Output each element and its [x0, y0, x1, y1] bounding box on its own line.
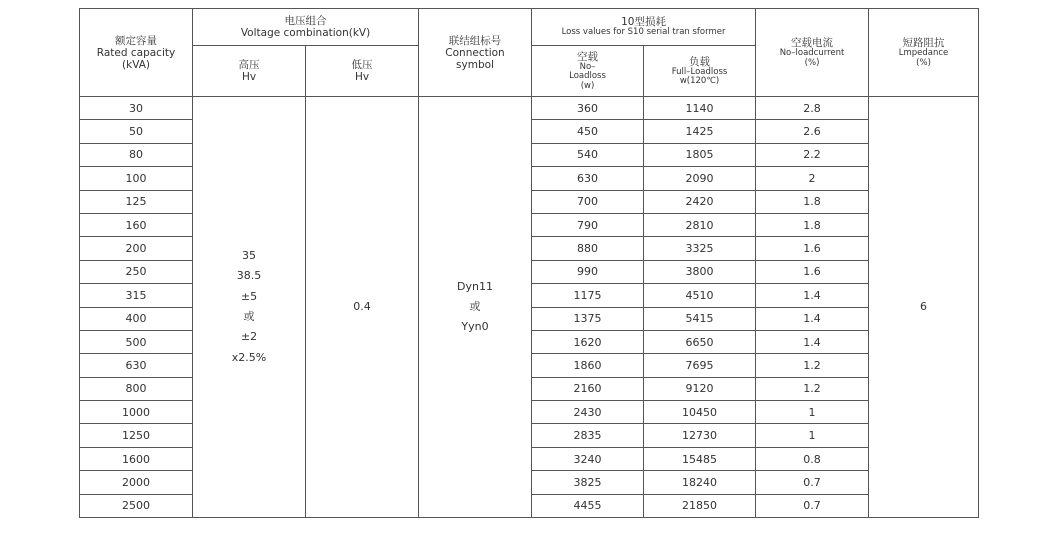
- full-load-loss-cell: 6650: [644, 330, 756, 353]
- noload-current-cell: 1: [756, 424, 869, 447]
- capacity-cell: 2500: [80, 494, 193, 517]
- capacity-cell: 80: [80, 143, 193, 166]
- full-load-loss-cell: 1140: [644, 97, 756, 120]
- header-voltage-combination: 电压组合 Voltage combination(kV): [193, 9, 419, 46]
- capacity-cell: 1250: [80, 424, 193, 447]
- noload-loss-cell: 2430: [532, 401, 644, 424]
- full-load-loss-cell: 3800: [644, 260, 756, 283]
- full-load-loss-cell: 9120: [644, 377, 756, 400]
- capacity-cell: 315: [80, 284, 193, 307]
- noload-current-cell: 1.4: [756, 307, 869, 330]
- lv-merged-cell: 0.4: [306, 97, 419, 518]
- hv-merged-cell: [193, 97, 306, 518]
- noload-loss-cell: 630: [532, 167, 644, 190]
- noload-current-cell: 1.4: [756, 330, 869, 353]
- noload-loss-cell: 540: [532, 143, 644, 166]
- noload-loss-cell: 450: [532, 120, 644, 143]
- noload-current-cell: 1.8: [756, 213, 869, 236]
- noload-loss-cell: 880: [532, 237, 644, 260]
- header-hv: 高压 Hv: [193, 46, 306, 97]
- noload-current-cell: 1.2: [756, 377, 869, 400]
- capacity-cell: 500: [80, 330, 193, 353]
- capacity-cell: 1600: [80, 447, 193, 470]
- hv-line: x2.5%: [231, 350, 267, 364]
- capacity-cell: 200: [80, 237, 193, 260]
- capacity-cell: 100: [80, 167, 193, 190]
- capacity-cell: 50: [80, 120, 193, 143]
- full-load-loss-cell: 12730: [644, 424, 756, 447]
- full-load-loss-cell: 21850: [644, 494, 756, 517]
- hv-line: 35: [242, 249, 256, 263]
- connection-merged-cell: [419, 97, 532, 518]
- header-noload-current: 空载电流 No–loadcurrent (%): [756, 9, 869, 97]
- header-lv: 低压 Hv: [306, 46, 419, 97]
- capacity-cell: 400: [80, 307, 193, 330]
- full-load-loss-cell: 15485: [644, 447, 756, 470]
- full-load-loss-cell: 10450: [644, 401, 756, 424]
- header-noload-loss: 空载 No– Loadloss (w): [532, 46, 644, 97]
- noload-current-cell: 1.4: [756, 284, 869, 307]
- capacity-cell: 2000: [80, 471, 193, 494]
- hv-line: ±2: [240, 330, 258, 344]
- noload-current-cell: 1.6: [756, 260, 869, 283]
- noload-current-cell: 0.7: [756, 471, 869, 494]
- header-loss-values: 10型损耗 Loss values for S10 serial tran sformer: [532, 9, 756, 46]
- header-rated-capacity: 额定容量 Rated capacity (kVA): [80, 9, 193, 97]
- noload-loss-cell: 1620: [532, 330, 644, 353]
- noload-current-cell: 1.8: [756, 190, 869, 213]
- noload-loss-cell: 3825: [532, 471, 644, 494]
- capacity-cell: 125: [80, 190, 193, 213]
- capacity-cell: 800: [80, 377, 193, 400]
- full-load-loss-cell: 7695: [644, 354, 756, 377]
- connection-line: 或: [469, 299, 481, 313]
- noload-loss-cell: 3240: [532, 447, 644, 470]
- noload-loss-cell: 1375: [532, 307, 644, 330]
- capacity-cell: 250: [80, 260, 193, 283]
- noload-current-cell: 0.8: [756, 447, 869, 470]
- header-connection-symbol: 联结组标号 Connection symbol: [419, 9, 532, 97]
- transformer-spec-table: [79, 8, 979, 518]
- connection-line: Yyn0: [461, 320, 489, 334]
- noload-loss-cell: 700: [532, 190, 644, 213]
- noload-loss-cell: 1860: [532, 354, 644, 377]
- noload-loss-cell: 2835: [532, 424, 644, 447]
- noload-current-cell: 2.8: [756, 97, 869, 120]
- full-load-loss-cell: 2810: [644, 213, 756, 236]
- hv-line: 或: [243, 310, 255, 324]
- capacity-cell: 160: [80, 213, 193, 236]
- table-body: [80, 97, 979, 518]
- hv-line: 38.5: [236, 269, 262, 283]
- impedance-merged-cell: 6: [869, 97, 979, 518]
- capacity-cell: 1000: [80, 401, 193, 424]
- full-load-loss-cell: 5415: [644, 307, 756, 330]
- noload-loss-cell: 4455: [532, 494, 644, 517]
- header-full-load-loss: 负载 Full–Loadloss w(120℃): [644, 46, 756, 97]
- full-load-loss-cell: 4510: [644, 284, 756, 307]
- noload-loss-cell: 790: [532, 213, 644, 236]
- noload-current-cell: 1: [756, 401, 869, 424]
- noload-current-cell: 0.7: [756, 494, 869, 517]
- full-load-loss-cell: 1805: [644, 143, 756, 166]
- noload-loss-cell: 2160: [532, 377, 644, 400]
- hv-line: ±5: [240, 289, 258, 303]
- full-load-loss-cell: 2420: [644, 190, 756, 213]
- noload-loss-cell: 360: [532, 97, 644, 120]
- noload-current-cell: 1.6: [756, 237, 869, 260]
- capacity-cell: 30: [80, 97, 193, 120]
- noload-current-cell: 2.6: [756, 120, 869, 143]
- header-impedance: 短路阻抗 Lmpedance (%): [869, 9, 979, 97]
- noload-current-cell: 1.2: [756, 354, 869, 377]
- table-row: [80, 97, 979, 120]
- noload-current-cell: 2: [756, 167, 869, 190]
- noload-loss-cell: 1175: [532, 284, 644, 307]
- noload-loss-cell: 990: [532, 260, 644, 283]
- capacity-cell: 630: [80, 354, 193, 377]
- full-load-loss-cell: 1425: [644, 120, 756, 143]
- full-load-loss-cell: 2090: [644, 167, 756, 190]
- connection-line: Dyn11: [457, 279, 493, 293]
- full-load-loss-cell: 18240: [644, 471, 756, 494]
- full-load-loss-cell: 3325: [644, 237, 756, 260]
- noload-current-cell: 2.2: [756, 143, 869, 166]
